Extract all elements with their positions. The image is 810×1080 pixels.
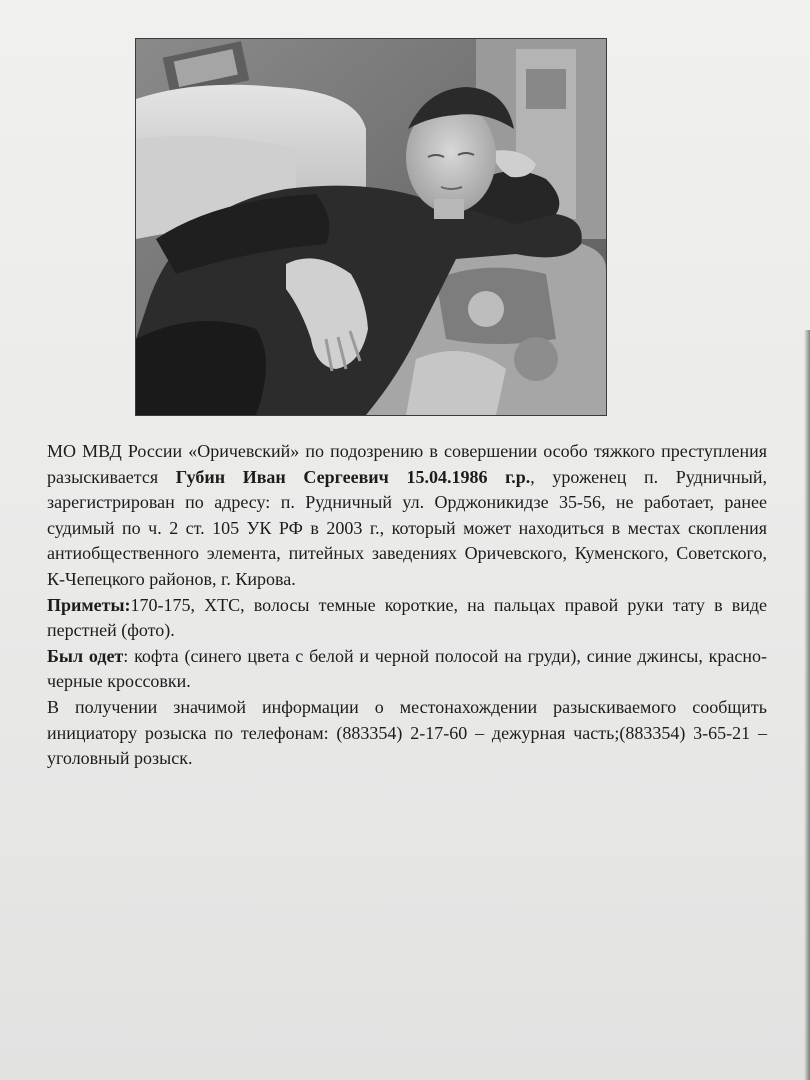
notice-intro-after-name: , уроженец п. Рудничный, зарегистрирован по адресу: п. Рудничный ул. Орджоникидзе 35-56, не работает, ранее судимый по ч. 2 ст. 105 УК РФ в 2003 г., который может находиться в местах скопления антиобщественного элемента, питейных заведениях Оричевского, Куменского, Советского, К-Чепецкого районов, г. Кирова. bbox=[47, 466, 768, 589]
clothes-label: Был одет bbox=[47, 645, 124, 666]
features-text: 170-175, ХТС, волосы темные короткие, на пальцах правой руки тату в виде перстней (фото). bbox=[47, 594, 767, 641]
notice-text bbox=[47, 439, 767, 772]
contact-text: В получении значимой информации о местонахождении разыскиваемого сообщить инициатору розыска по телефонам: (883354) 2-17-60 – дежурная часть;(883354) 3-65-21 – уголовный розыск. bbox=[47, 696, 767, 769]
wanted-person-name-dob: Губин Иван Сергеевич 15.04.1986 г.р. bbox=[175, 466, 531, 487]
notice-intro-before-name: МО МВД России «Оричевский» по подозрению в совершении особо тяжкого преступления разыскивается bbox=[47, 441, 767, 487]
paper-edge-shadow bbox=[804, 330, 810, 1080]
features-label: Приметы: bbox=[47, 594, 131, 615]
clothes-text: : кофта (синего цвета с белой и черной полосой на груди), синие джинсы, красно-черные кроссовки. bbox=[47, 645, 767, 692]
notice-intro-paragraph bbox=[47, 439, 767, 593]
wanted-person-photo bbox=[135, 38, 607, 416]
photo-illustration bbox=[136, 39, 606, 415]
features-paragraph bbox=[47, 593, 767, 644]
contact-paragraph bbox=[47, 695, 767, 772]
clothes-paragraph bbox=[47, 644, 767, 695]
